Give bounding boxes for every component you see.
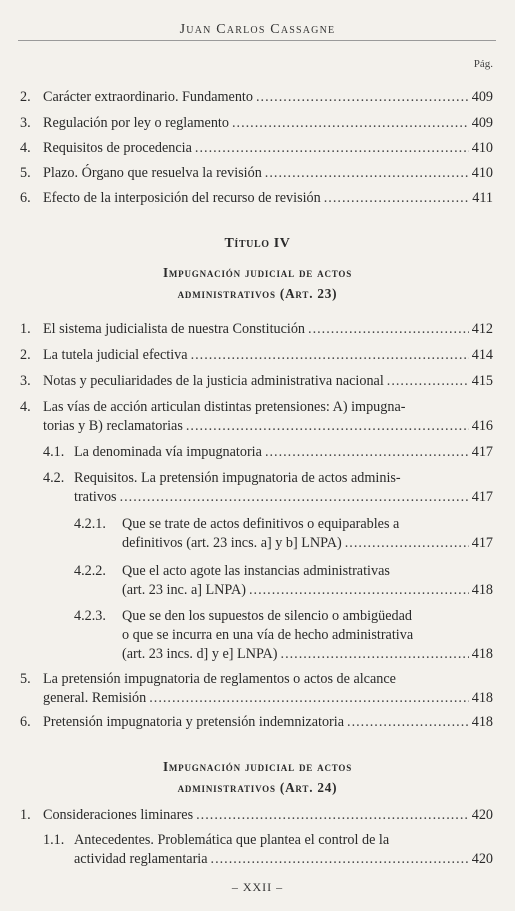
entry-number: 6. xyxy=(20,190,31,206)
entry-title: Notas y peculiaridades de la justicia administrativa nacional xyxy=(43,373,384,389)
section-heading-line: administrativos (Art. 24) xyxy=(177,780,338,795)
entry-title: Regulación por ley o reglamento xyxy=(43,115,229,131)
header-rule xyxy=(18,40,496,41)
leader-dots xyxy=(195,139,469,158)
section-heading xyxy=(0,262,515,304)
entry-page: 420 xyxy=(471,807,493,823)
entry-page: 417 xyxy=(471,489,493,505)
entry-number: 3. xyxy=(20,373,31,389)
entry-title: Requisitos. La pretensión impugnatoria de actos adminis- xyxy=(74,470,401,486)
entry-title: actividad reglamentaria xyxy=(74,851,208,867)
entry-title: Que se den los supuestos de silencio o ambigüedad xyxy=(122,608,412,624)
leader-dots xyxy=(265,164,469,183)
leader-dots xyxy=(387,372,469,391)
entry-title: Carácter extraordinario. Fundamento xyxy=(43,89,253,105)
entry-number: 6. xyxy=(20,714,31,730)
entry-page: 411 xyxy=(472,190,493,206)
section-heading-line: Impugnación judicial de actos xyxy=(162,759,353,774)
page-number: – XXII – xyxy=(231,880,284,894)
entry-title: Las vías de acción articulan distintas pretensiones: A) impugna- xyxy=(43,399,406,415)
entry-page: 418 xyxy=(471,714,493,730)
entry-number: 1. xyxy=(20,321,31,337)
entry-page: 420 xyxy=(471,851,493,867)
entry-number: 4.2. xyxy=(43,470,65,486)
entry-page: 414 xyxy=(471,347,493,363)
entry-title: Pretensión impugnatoria y pretensión indemnizatoria xyxy=(43,714,345,730)
leader-dots xyxy=(249,581,469,600)
entry-title: definitivos (art. 23 incs. a] y b] LNPA) xyxy=(122,535,342,551)
entry-number: 4. xyxy=(20,399,31,415)
leader-dots xyxy=(345,534,469,553)
entry-title: torias y B) reclamatorias xyxy=(43,418,183,434)
leader-dots xyxy=(324,189,469,208)
leader-dots xyxy=(149,689,468,708)
entry-number: 4.2.2. xyxy=(74,563,106,579)
entry-page: 409 xyxy=(471,115,493,131)
leader-dots xyxy=(256,88,469,107)
entry-number: 4.2.1. xyxy=(74,516,106,532)
entry-page: 415 xyxy=(471,373,493,389)
entry-number: 4. xyxy=(20,140,31,156)
section-heading xyxy=(0,756,515,798)
leader-dots xyxy=(281,645,469,664)
entry-number: 5. xyxy=(20,671,31,687)
entry-title: (art. 23 incs. d] y e] LNPA) xyxy=(122,646,278,662)
entry-title: Plazo. Órgano que resuelva la revisión xyxy=(43,165,262,181)
entry-page: 409 xyxy=(471,89,493,105)
entry-page: 412 xyxy=(471,321,493,337)
entry-page: 417 xyxy=(471,444,493,460)
leader-dots xyxy=(308,320,469,339)
entry-number: 4.2.3. xyxy=(74,608,106,624)
entry-page: 417 xyxy=(471,535,493,551)
entry-number: 2. xyxy=(20,89,31,105)
leader-dots xyxy=(232,114,469,133)
entry-title: La tutela judicial efectiva xyxy=(43,347,188,363)
titulo-heading: Título IV xyxy=(224,236,291,251)
leader-dots xyxy=(265,443,469,462)
entry-page: 410 xyxy=(471,140,493,156)
section-heading-line: administrativos (Art. 23) xyxy=(177,286,338,301)
entry-number: 2. xyxy=(20,347,31,363)
entry-number: 5. xyxy=(20,165,31,181)
entry-title: La pretensión impugnatoria de reglamentos o actos de alcance xyxy=(43,671,396,687)
entry-title: Efecto de la interposición del recurso de revisión xyxy=(43,190,321,206)
leader-dots xyxy=(186,417,469,436)
entry-page: 418 xyxy=(471,646,493,662)
entry-number: 1.1. xyxy=(43,832,65,848)
section-heading-line: Impugnación judicial de actos xyxy=(162,265,353,280)
entry-number: 1. xyxy=(20,807,31,823)
leader-dots xyxy=(191,346,469,365)
entry-title: Antecedentes. Problemática que plantea el control de la xyxy=(74,832,390,848)
entry-title: Requisitos de procedencia xyxy=(43,140,192,156)
entry-page: 418 xyxy=(471,582,493,598)
leader-dots xyxy=(120,488,469,507)
entry-page: 418 xyxy=(471,690,493,706)
entry-page: 416 xyxy=(471,418,493,434)
entry-title: Que el acto agote las instancias administrativas xyxy=(122,563,390,579)
pag-label: Pág. xyxy=(473,58,493,70)
leader-dots xyxy=(196,806,469,825)
entry-number: 4.1. xyxy=(43,444,65,460)
running-head: Juan Carlos Cassagne xyxy=(179,22,336,37)
entry-title: trativos xyxy=(74,489,117,505)
entry-title: Consideraciones liminares xyxy=(43,807,194,823)
entry-title: o que se incurra en una vía de hecho administrativa xyxy=(122,627,414,643)
entry-page: 410 xyxy=(471,165,493,181)
entry-title: (art. 23 inc. a] LNPA) xyxy=(122,582,246,598)
entry-title: La denominada vía impugnatoria xyxy=(74,444,262,460)
entry-title: general. Remisión xyxy=(43,690,147,706)
entry-number: 3. xyxy=(20,115,31,131)
entry-title: Que se trate de actos definitivos o equiparables a xyxy=(122,516,400,532)
leader-dots xyxy=(211,850,469,869)
leader-dots xyxy=(347,713,469,732)
entry-title: El sistema judicialista de nuestra Constitución xyxy=(43,321,306,337)
